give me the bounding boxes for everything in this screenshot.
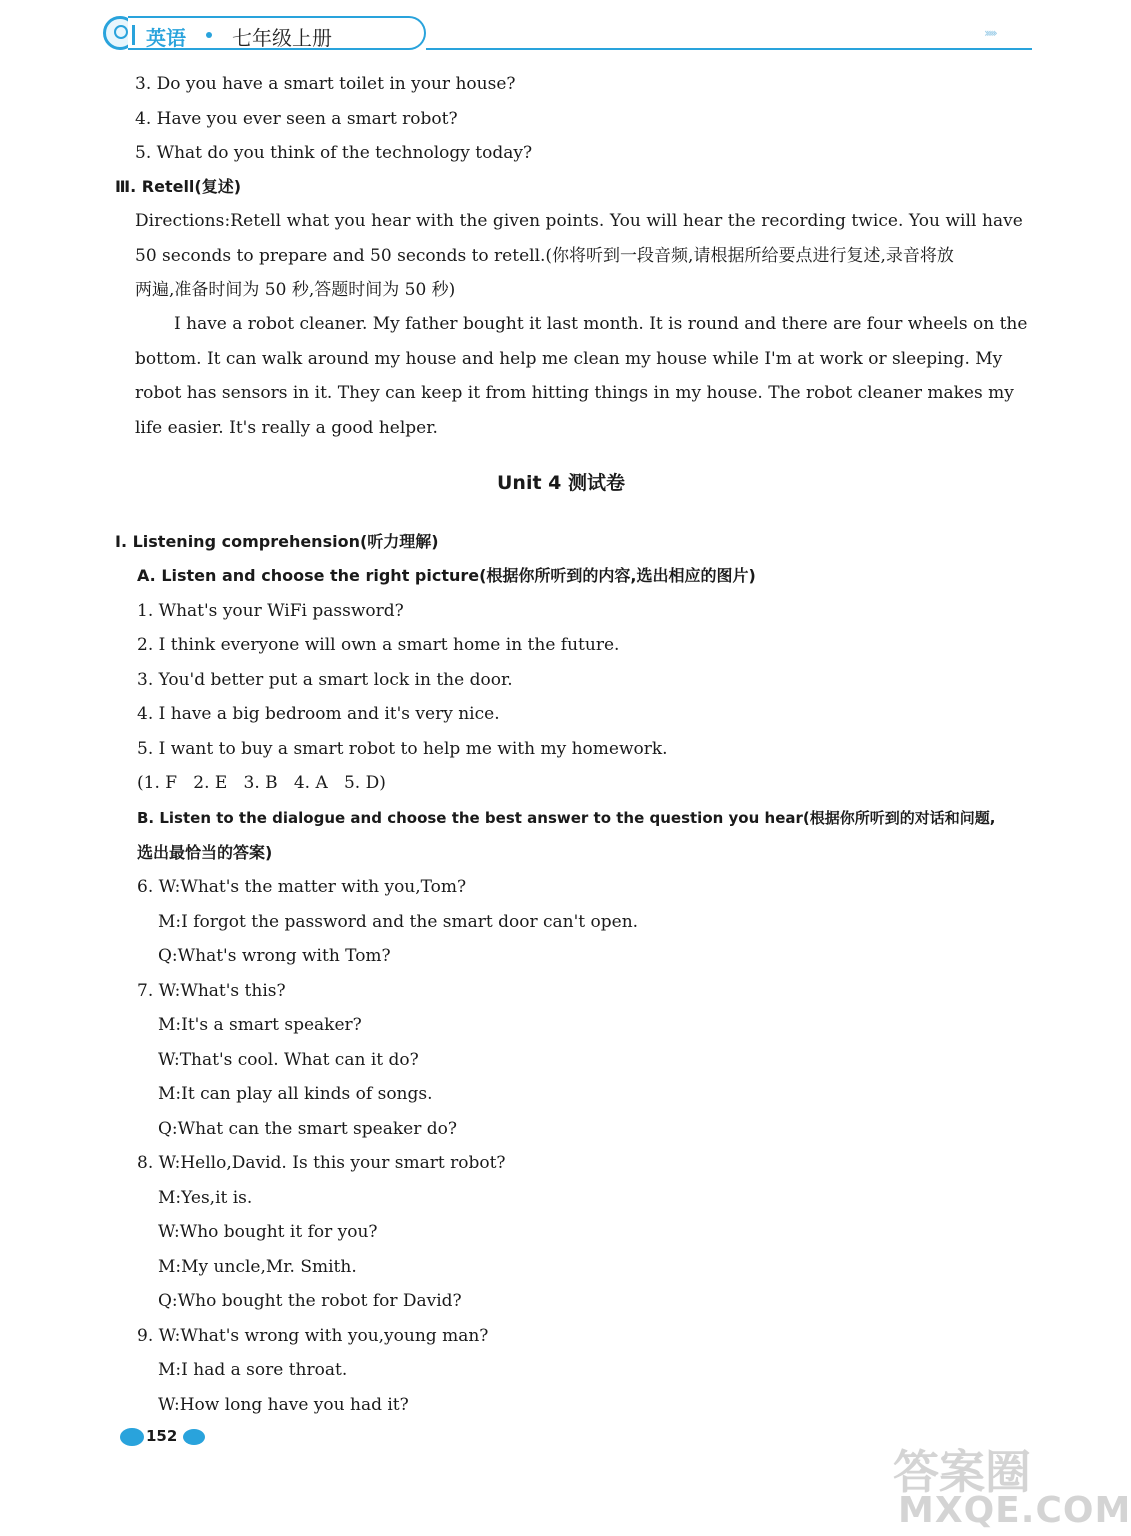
passage-line: bottom. It can walk around my house and help me clean my house while I'm at work or sleeping. My (135, 349, 1003, 369)
dialogue-line: W:Who bought it for you? (158, 1222, 378, 1242)
dialogue-line: Q:What can the smart speaker do? (158, 1119, 457, 1139)
dialogue-line: M:I forgot the password and the smart door can't open. (158, 912, 639, 932)
unit-title: Unit 4 测试卷 (497, 472, 625, 494)
question-line: 3. You'd better put a smart lock in the door. (137, 670, 513, 690)
question-line: 1. What's your WiFi password? (137, 601, 404, 621)
dialogue-line: 7. W:What's this? (137, 981, 286, 1001)
subject-label: 英语 (146, 26, 186, 50)
dialogue-line: 6. W:What's the matter with you,Tom? (137, 877, 467, 897)
chevrons-icon: ›››››› (984, 26, 995, 40)
dialogue-line: W:That's cool. What can it do? (158, 1050, 419, 1070)
answer-key: (1. F 2. E 3. B 4. A 5. D) (137, 773, 386, 793)
dialogue-line: 9. W:What's wrong with you,young man? (137, 1326, 489, 1346)
grade-label: 七年级上册 (232, 26, 332, 50)
dialogue-line: M:It can play all kinds of songs. (158, 1084, 433, 1104)
passage-line: robot has sensors in it. They can keep it from hitting things in my house. The robot cleaner makes my (135, 383, 1014, 403)
directions-line: 两遍,准备时间为 50 秒,答题时间为 50 秒) (135, 280, 456, 300)
footer-left-icon (120, 1428, 144, 1446)
directions-line: 50 seconds to prepare and 50 seconds to retell.(你将听到一段音频,请根据所给要点进行复述,录音将放 (135, 246, 954, 266)
page-number: 152 (146, 1427, 178, 1445)
question-line: 4. I have a big bedroom and it's very nice. (137, 704, 500, 724)
directions-line: Directions:Retell what you hear with the given points. You will hear the recording twice. You will have (135, 211, 1023, 231)
footer-right-icon (183, 1429, 205, 1445)
watermark-logo: 答案圈 (893, 1445, 1031, 1499)
dialogue-line: 8. W:Hello,David. Is this your smart robot? (137, 1153, 506, 1173)
dialogue-line: M:Yes,it is. (158, 1188, 253, 1208)
subsection-heading: B. Listen to the dialogue and choose the best answer to the question you hear(根据你所听到的对话和问题, (137, 809, 996, 827)
subsection-heading: A. Listen and choose the right picture(根据你所听到的内容,选出相应的图片) (137, 566, 756, 585)
subsection-heading: 选出最恰当的答案) (137, 843, 273, 862)
question-line: 4. Have you ever seen a smart robot? (135, 109, 458, 129)
dialogue-line: M:It's a smart speaker? (158, 1015, 362, 1035)
question-line: 2. I think everyone will own a smart home in the future. (137, 635, 620, 655)
dialogue-line: Q:What's wrong with Tom? (158, 946, 391, 966)
dialogue-line: M:My uncle,Mr. Smith. (158, 1257, 357, 1277)
question-line: 5. What do you think of the technology today? (135, 143, 533, 163)
section-heading: Ⅰ. Listening comprehension(听力理解) (115, 532, 439, 551)
section-heading: Ⅲ. Retell(复述) (115, 177, 242, 196)
question-line: 3. Do you have a smart toilet in your house? (135, 74, 516, 94)
dialogue-line: Q:Who bought the robot for David? (158, 1291, 462, 1311)
dialogue-line: M:I had a sore throat. (158, 1360, 348, 1380)
question-line: 5. I want to buy a smart robot to help me with my homework. (137, 739, 668, 759)
passage-line: I have a robot cleaner. My father bought it last month. It is round and there are four wheels on the (174, 314, 1028, 334)
passage-line: life easier. It's really a good helper. (135, 418, 438, 438)
dialogue-line: W:How long have you had it? (158, 1395, 409, 1415)
watermark-domain: MXQE.COM (898, 1490, 1131, 1531)
